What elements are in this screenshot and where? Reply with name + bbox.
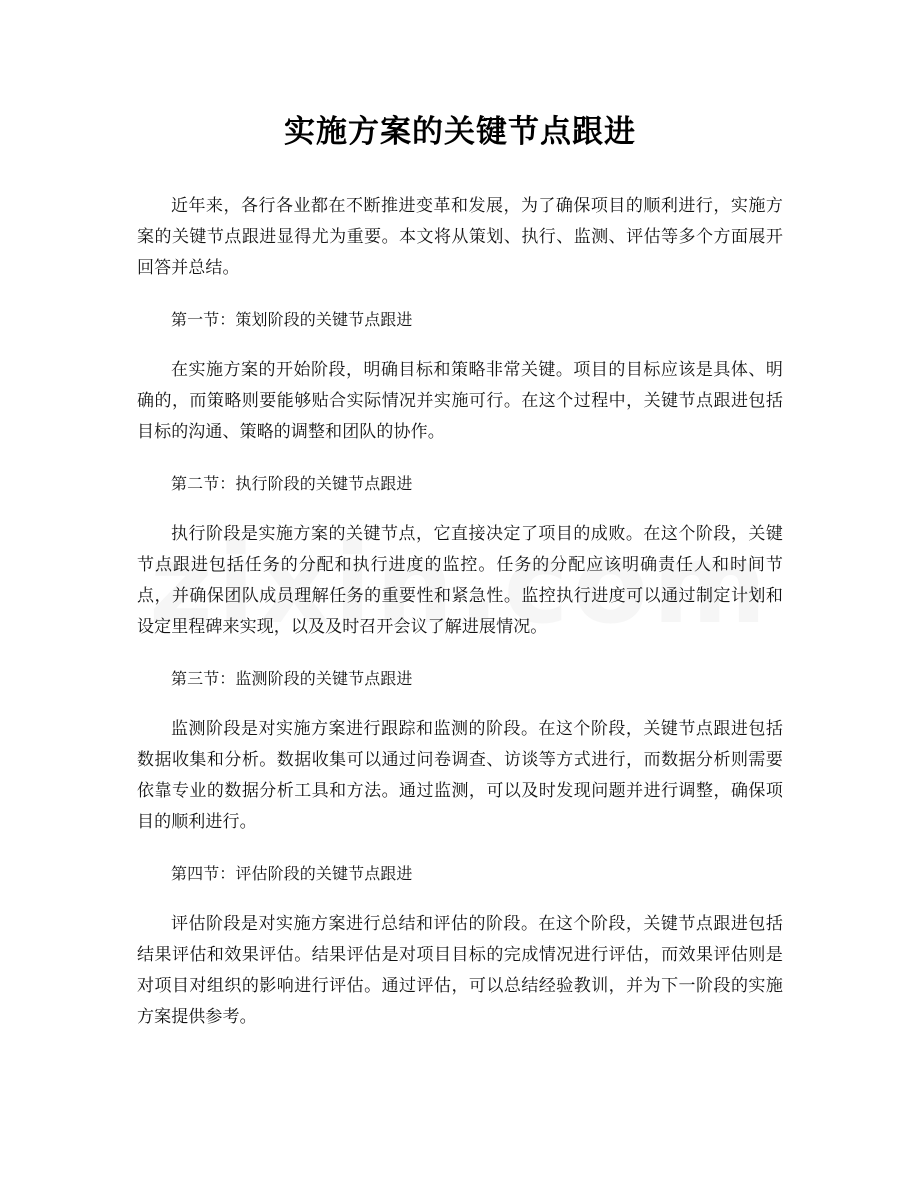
- section-heading-monitoring: 第三节：监测阶段的关键节点跟进: [171, 669, 413, 688]
- section-heading-execution: 第二节：执行阶段的关键节点跟进: [171, 474, 413, 493]
- section-body-monitoring: 监测阶段是对实施方案进行跟踪和监测的阶段。在这个阶段，关键节点跟进包括数据收集和分析。数据收集可以通过问卷调查、访谈等方式进行，而数据分析则需要依靠专业的数据分析工具和方法。通过监测，可以及时发现问题并进行调整，确保项目的顺利进行。: [137, 719, 783, 832]
- intro-paragraph: 近年来，各行各业都在不断推进变革和发展，为了确保项目的顺利进行，实施方案的关键节点跟进显得尤为重要。本文将从策划、执行、监测、评估等多个方面展开回答并总结。: [137, 196, 783, 278]
- section-body-evaluation: 评估阶段是对实施方案进行总结和评估的阶段。在这个阶段，关键节点跟进包括结果评估和效果评估。结果评估是对项目目标的完成情况进行评估，而效果评估则是对项目对组织的影响进行评估。通过评估，可以总结经验教训，并为下一阶段的实施方案提供参考。: [137, 914, 783, 1027]
- section-heading-planning: 第一节：策划阶段的关键节点跟进: [171, 310, 413, 329]
- document-title: 实施方案的关键节点跟进: [284, 114, 636, 150]
- document-body: [137, 191, 783, 1033]
- section-body-execution: 执行阶段是实施方案的关键节点，它直接决定了项目的成败。在这个阶段，关键节点跟进包括任务的分配和执行进度的监控。任务的分配应该明确责任人和时间节点，并确保团队成员理解任务的重要性和紧急性。监控执行进度可以通过制定计划和设定里程碑来实现，以及及时召开会议了解进展情况。: [137, 524, 783, 637]
- section-body-planning: 在实施方案的开始阶段，明确目标和策略非常关键。项目的目标应该是具体、明确的，而策略则要能够贴合实际情况并实施可行。在这个过程中，关键节点跟进包括目标的沟通、策略的调整和团队的协作。: [137, 360, 783, 442]
- section-heading-evaluation: 第四节：评估阶段的关键节点跟进: [171, 864, 413, 883]
